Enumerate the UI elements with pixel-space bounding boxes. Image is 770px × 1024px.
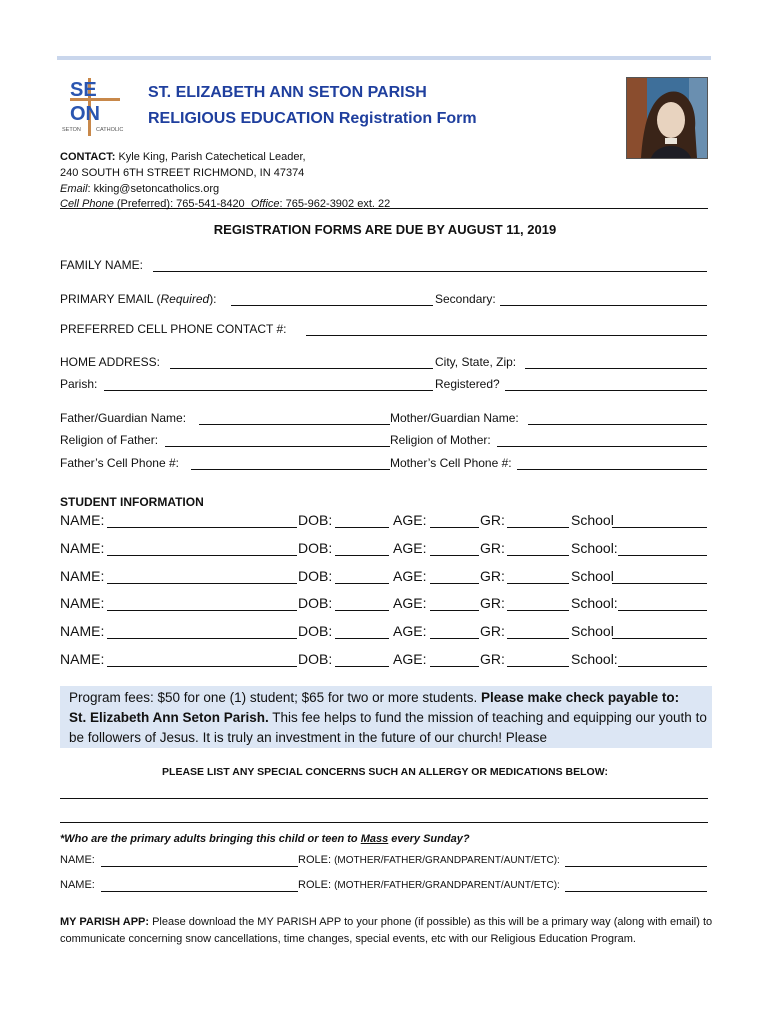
fees-bold-1: Please make check payable to: (480, 690, 680, 705)
fees-text (69, 688, 709, 748)
student-dob-label: DOB: (298, 651, 333, 667)
student-school-field[interactable] (612, 527, 707, 528)
logo-caption-left: SETON (62, 127, 81, 133)
student-name-label: NAME: (60, 540, 105, 556)
student-grade-field[interactable] (507, 638, 569, 639)
adult-2-role-field[interactable] (565, 891, 707, 892)
student-school-label: School (571, 568, 614, 584)
fees-text-2: This fee helps to fund the mission of teaching and equipping our youth to be followers of Jesus. It is truly an investment in the future of our church! Please (69, 710, 707, 745)
student-dob-label: DOB: (298, 595, 333, 611)
student-name-field[interactable] (107, 555, 297, 556)
student-age-label: AGE: (393, 512, 427, 528)
top-rule (57, 56, 711, 60)
contact-address: 240 SOUTH 6TH STREET RICHMOND, IN 47374 (60, 167, 305, 179)
student-name-label: NAME: (60, 512, 105, 528)
student-grade-label: GR: (480, 651, 505, 667)
parish-title: ST. ELIZABETH ANN SETON PARISH (148, 84, 427, 101)
app-text: Please download the MY PARISH APP to your phone (if possible) as this will be a primary way (along with email) to communicate concerning snow cancellations, time changes, special events, etc with our Religious Education Program. (60, 916, 713, 945)
adult-1-name-field[interactable] (101, 866, 298, 867)
student-grade-label: GR: (480, 623, 505, 639)
cell-value: (Preferred): 765-541-8420 (113, 198, 245, 210)
adult-1-role-label: ROLE: (MOTHER/FATHER/GRANDPARENT/AUNT/ETC): (298, 854, 560, 866)
student-school-label: School: (571, 595, 618, 611)
office-value: : 765-962-3902 ext. 22 (279, 198, 391, 210)
adult-2-name-field[interactable] (101, 891, 298, 892)
student-name-label: NAME: (60, 623, 105, 639)
student-dob-field[interactable] (335, 527, 389, 528)
mother-name-label: Mother/Guardian Name: (390, 411, 519, 425)
contact-email-line (60, 181, 219, 197)
religion-father-label: Religion of Father: (60, 433, 159, 447)
parish-field[interactable] (104, 390, 433, 391)
student-school-label: School: (571, 651, 618, 667)
contact-phone-line (60, 196, 390, 212)
student-name-field[interactable] (107, 610, 297, 611)
adult-2-role-label: ROLE: (MOTHER/FATHER/GRANDPARENT/AUNT/ETC): (298, 879, 560, 891)
student-age-label: AGE: (393, 595, 427, 611)
student-dob-label: DOB: (298, 623, 333, 639)
religion-father-field[interactable] (165, 446, 390, 447)
mother-name-field[interactable] (528, 424, 707, 425)
student-name-label: NAME: (60, 651, 105, 667)
form-title-bold: RELIGIOUS EDUCATION (148, 110, 335, 127)
secondary-email-field[interactable] (500, 305, 707, 306)
student-name-field[interactable] (107, 638, 297, 639)
religion-mother-label: Religion of Mother: (390, 433, 491, 447)
logo-bottom-letters: ON (70, 103, 100, 125)
concerns-line-2[interactable] (60, 822, 708, 823)
father-name-label: Father/Guardian Name: (60, 411, 187, 425)
student-info-heading: STUDENT INFORMATION (60, 495, 204, 509)
student-school-label: School (571, 623, 614, 639)
cell-contact-field[interactable] (306, 335, 707, 336)
home-address-label: HOME ADDRESS: (60, 355, 161, 369)
father-name-field[interactable] (199, 424, 390, 425)
student-grade-label: GR: (480, 568, 505, 584)
student-age-field[interactable] (430, 666, 479, 667)
student-grade-label: GR: (480, 595, 505, 611)
father-cell-field[interactable] (191, 469, 390, 470)
student-grade-label: GR: (480, 512, 505, 528)
student-age-field[interactable] (430, 555, 479, 556)
primary-email-field[interactable] (231, 305, 433, 306)
fees-bold-2: St. Elizabeth Ann Seton Parish. (69, 710, 269, 725)
student-age-label: AGE: (393, 623, 427, 639)
religion-mother-field[interactable] (497, 446, 707, 447)
student-dob-field[interactable] (335, 555, 389, 556)
mother-cell-label: Mother’s Cell Phone #: (390, 456, 512, 470)
student-school-field[interactable] (618, 555, 707, 556)
city-state-zip-label: City, State, Zip: (435, 355, 517, 369)
my-parish-app-note (60, 914, 720, 948)
student-grade-field[interactable] (507, 583, 569, 584)
family-name-field[interactable] (153, 271, 707, 272)
student-grade-label: GR: (480, 540, 505, 556)
student-age-label: AGE: (393, 651, 427, 667)
father-cell-label: Father’s Cell Phone #: (60, 456, 179, 470)
student-age-field[interactable] (430, 583, 479, 584)
student-dob-field[interactable] (335, 638, 389, 639)
student-dob-field[interactable] (335, 666, 389, 667)
concerns-heading: PLEASE LIST ANY SPECIAL CONCERNS SUCH AN ALLERGY OR MEDICATIONS BELOW: (162, 766, 608, 778)
adults-question: *Who are the primary adults bringing this child or teen to Mass every Sunday? (60, 833, 470, 845)
registered-field[interactable] (505, 390, 707, 391)
seton-logo (62, 78, 138, 136)
secondary-email-label: Secondary: (435, 292, 496, 306)
office-label: Office (250, 198, 280, 210)
student-school-field[interactable] (618, 610, 707, 611)
student-age-field[interactable] (430, 638, 479, 639)
due-notice: REGISTRATION FORMS ARE DUE BY AUGUST 11, 2019 (213, 222, 557, 237)
student-dob-label: DOB: (298, 512, 333, 528)
contact-name: Kyle King, Parish Catechetical Leader, (115, 151, 306, 163)
parish-label: Parish: (60, 377, 98, 391)
student-name-field[interactable] (107, 666, 297, 667)
student-name-label: NAME: (60, 568, 105, 584)
student-dob-label: DOB: (298, 568, 333, 584)
registered-label: Registered? (435, 377, 500, 391)
student-school-label: School: (571, 540, 618, 556)
student-age-label: AGE: (393, 540, 427, 556)
city-state-zip-field[interactable] (525, 368, 707, 369)
contact-line-1 (60, 149, 306, 165)
email-label: Email (60, 183, 88, 195)
student-age-field[interactable] (430, 527, 479, 528)
adult-1-name-label: NAME: (60, 854, 95, 866)
student-age-label: AGE: (393, 568, 427, 584)
student-school-field[interactable] (618, 666, 707, 667)
student-school-field[interactable] (612, 638, 707, 639)
cell-contact-label: PREFERRED CELL PHONE CONTACT #: (60, 322, 287, 336)
student-school-label: School (571, 512, 614, 528)
family-name-label: FAMILY NAME: (60, 258, 143, 272)
student-grade-field[interactable] (507, 527, 569, 528)
student-name-field[interactable] (107, 527, 297, 528)
home-address-field[interactable] (170, 368, 433, 369)
student-dob-field[interactable] (335, 583, 389, 584)
cell-label: Cell Phone (60, 198, 114, 210)
mother-cell-field[interactable] (517, 469, 707, 470)
adult-1-role-field[interactable] (565, 866, 707, 867)
logo-top-letters: SE (70, 79, 97, 101)
student-age-field[interactable] (430, 610, 479, 611)
student-name-label: NAME: (60, 595, 105, 611)
student-school-field[interactable] (612, 583, 707, 584)
form-title (148, 110, 477, 128)
contact-label: CONTACT: (60, 151, 116, 163)
student-grade-field[interactable] (507, 610, 569, 611)
student-grade-field[interactable] (507, 555, 569, 556)
contact-email[interactable]: : kking@setoncatholics.org (87, 183, 220, 195)
form-title-rest: Registration Form (334, 110, 477, 127)
logo-caption-right: CATHOLIC (96, 127, 124, 133)
saint-portrait-image (626, 77, 708, 159)
contact-rule (60, 208, 708, 209)
adult-2-name-label: NAME: (60, 879, 95, 891)
app-label: MY PARISH APP: (60, 916, 150, 928)
primary-email-label: PRIMARY EMAIL (Required): (60, 292, 217, 306)
student-dob-field[interactable] (335, 610, 389, 611)
student-dob-label: DOB: (298, 540, 333, 556)
student-name-field[interactable] (107, 583, 297, 584)
student-grade-field[interactable] (507, 666, 569, 667)
concerns-line-1[interactable] (60, 798, 708, 799)
fees-text-1: Program fees: $50 for one (1) student; $65 for two or more students. (69, 690, 481, 705)
